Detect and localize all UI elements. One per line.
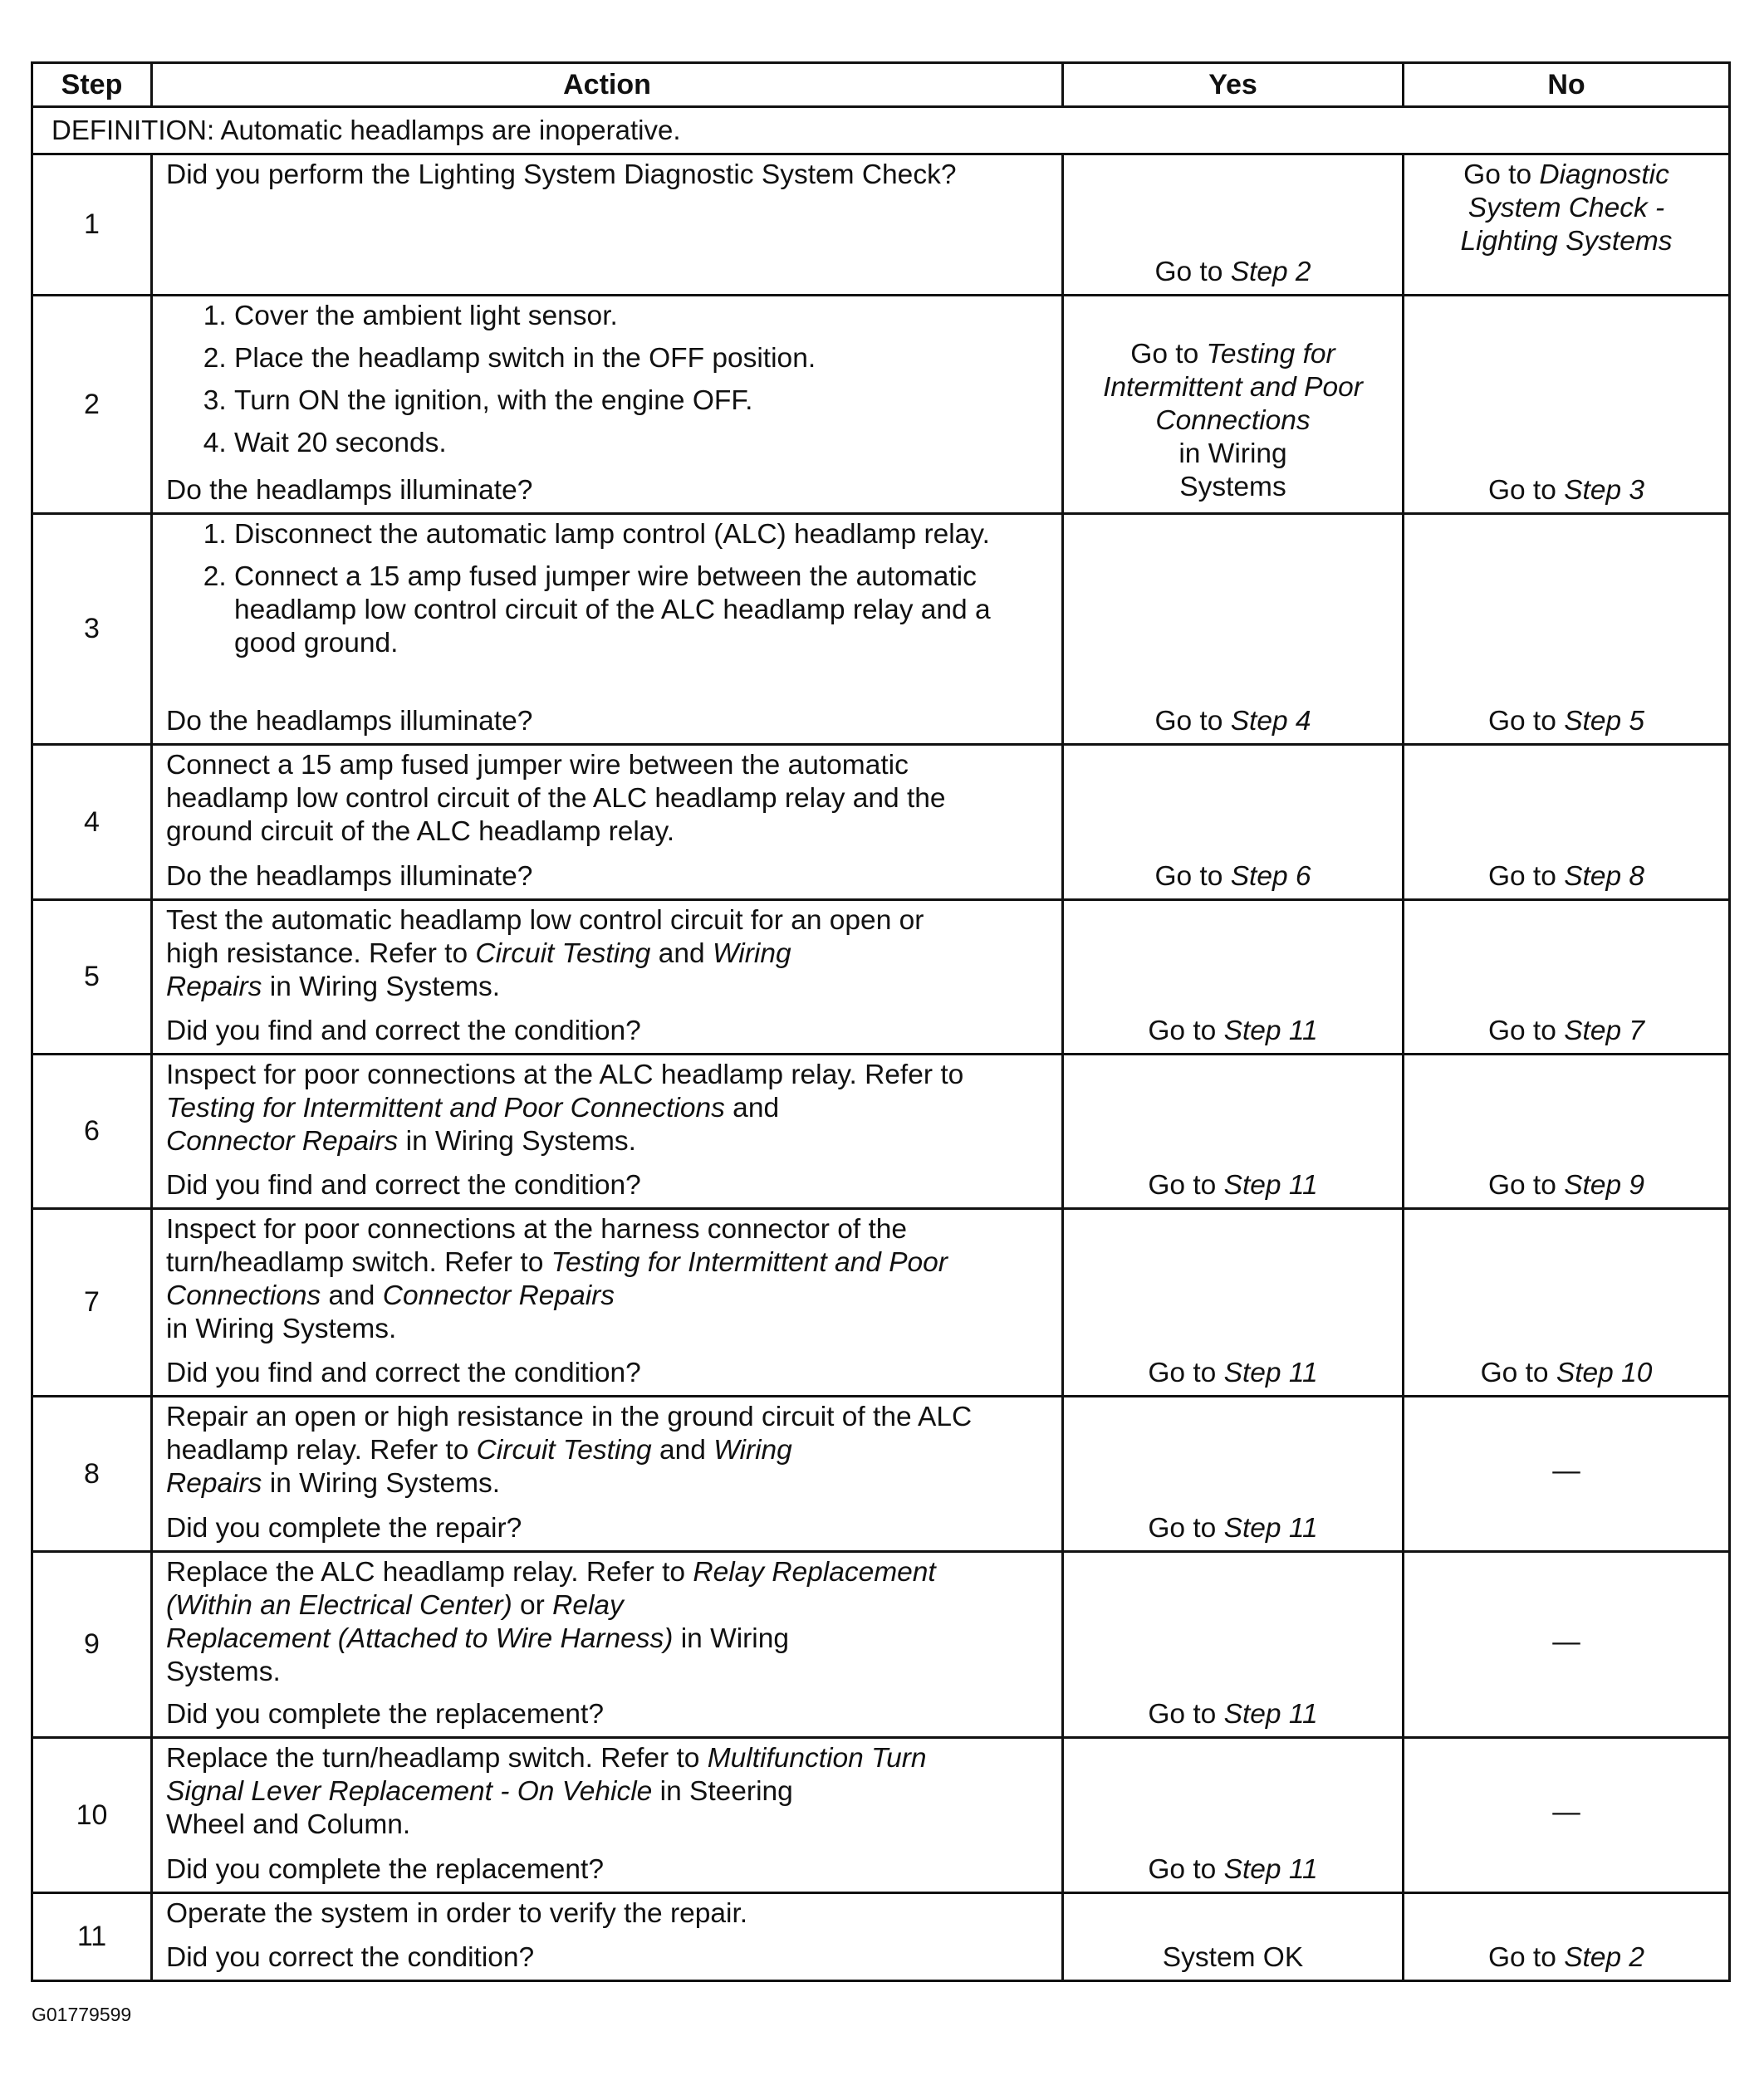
no-result	[1404, 1209, 1730, 1397]
yes-result	[1063, 296, 1404, 514]
yes-result-line	[1069, 860, 1397, 893]
action-instruction-line	[166, 1280, 1055, 1313]
yes-result	[1063, 1397, 1404, 1552]
yes-result-text: Go to	[1148, 1854, 1224, 1885]
action-cell	[152, 1209, 1063, 1397]
no-result-line	[1409, 1796, 1723, 1829]
no-result	[1404, 900, 1730, 1055]
action-content	[166, 300, 1055, 507]
yes-result-text: Go to	[1130, 339, 1207, 370]
yes-result	[1063, 1552, 1404, 1738]
yes-result-line	[1069, 256, 1397, 289]
yes-result-text: Go to	[1148, 1513, 1224, 1544]
action-instructions	[166, 1742, 1055, 1842]
action-instruction-line	[166, 1623, 1055, 1656]
action-instructions	[166, 300, 1055, 460]
no-result-text: Step 3	[1564, 475, 1645, 506]
no-result-text: Step 9	[1564, 1170, 1645, 1201]
yes-result-text: in Wiring	[1178, 438, 1287, 469]
step-number: 5	[32, 900, 152, 1055]
no-result-line	[1409, 474, 1723, 507]
action-list-item: 2. Connect a 15 amp fused jumper wire between the automatic headlamp low control circuit of the ALC headlamp relay and a good ground.	[234, 560, 1055, 660]
table-row	[32, 900, 1730, 1055]
no-result-text: System Check -	[1468, 193, 1665, 223]
action-instruction-line	[166, 1775, 1055, 1809]
action-instruction-text: and	[651, 1435, 714, 1466]
action-instruction-text: headlamp relay. Refer to	[166, 1435, 477, 1466]
action-instruction-text: or	[512, 1590, 553, 1621]
figure-id: G01779599	[32, 2004, 132, 2025]
no-result-text: —	[1552, 1626, 1580, 1657]
action-step-list	[166, 518, 1055, 660]
action-instruction-text: Wiring	[713, 1435, 792, 1466]
yes-result-text: Step 4	[1230, 706, 1311, 737]
table-row	[32, 154, 1730, 296]
action-question: Do the headlamps illuminate?	[166, 706, 533, 737]
no-result-line	[1409, 1357, 1723, 1390]
yes-result-line	[1069, 1853, 1397, 1887]
action-instruction-text: Relay Replacement	[693, 1557, 936, 1588]
action-instruction-line	[166, 1434, 1055, 1467]
action-content	[166, 159, 1055, 289]
action-instruction-text: ground circuit of the ALC headlamp relay.	[166, 816, 675, 847]
action-instruction-text: Testing for Intermittent and Poor Connections	[166, 1093, 725, 1123]
no-result-line	[1409, 1626, 1723, 1659]
yes-result	[1063, 745, 1404, 900]
action-instruction-line	[166, 1213, 1055, 1246]
no-result	[1404, 1397, 1730, 1552]
action-instructions	[166, 1213, 1055, 1346]
action-content	[166, 1742, 1055, 1887]
action-instructions	[166, 518, 1055, 660]
no-result-text: —	[1552, 1797, 1580, 1828]
action-instruction-text: Repairs	[166, 972, 262, 1002]
diagnostic-table	[31, 61, 1731, 1982]
action-instruction-text: Replacement (Attached to Wire Harness)	[166, 1623, 674, 1654]
action-instructions	[166, 1059, 1055, 1158]
action-instruction-text: Did you perform the Lighting System Diagnostic System Check?	[166, 159, 957, 190]
action-question: Do the headlamps illuminate?	[166, 475, 533, 506]
no-result-line	[1409, 860, 1723, 893]
no-result-text: Step 2	[1564, 1942, 1645, 1973]
action-instruction-text: Repair an open or high resistance in the ground circuit of the ALC	[166, 1402, 973, 1432]
action-question: Did you correct the condition?	[166, 1942, 535, 1973]
action-instructions	[166, 159, 1055, 192]
yes-result-text: Go to	[1148, 1170, 1224, 1201]
action-instruction-text: (Within an Electrical Center)	[166, 1590, 512, 1621]
action-instruction-text: Relay	[552, 1590, 624, 1621]
action-instruction-text: in Wiring Systems.	[398, 1126, 636, 1157]
action-instruction-text: and	[650, 938, 713, 969]
yes-result-text: Go to	[1154, 861, 1231, 892]
table-row	[32, 296, 1730, 514]
action-instruction-text: Testing for Intermittent and Poor	[551, 1247, 948, 1278]
action-instruction-line	[166, 1125, 1055, 1158]
action-instruction-text: Connections	[166, 1280, 321, 1311]
action-instruction-text: Circuit Testing	[476, 1435, 652, 1466]
action-step-list	[166, 300, 1055, 460]
no-result-text: Go to	[1487, 1016, 1565, 1046]
no-result-text: Lighting Systems	[1460, 226, 1673, 257]
yes-result	[1063, 1209, 1404, 1397]
action-instruction-text: Operate the system in order to verify the repair.	[166, 1898, 748, 1929]
yes-result-text: Step 2	[1230, 257, 1311, 287]
no-result-line	[1409, 1015, 1723, 1048]
no-result-text: Go to	[1480, 1358, 1556, 1388]
no-result-text: Go to	[1463, 159, 1540, 190]
no-result-text: Step 5	[1564, 706, 1645, 737]
no-result-text: —	[1552, 1456, 1580, 1486]
action-instruction-line	[166, 904, 1055, 937]
action-content	[166, 749, 1055, 893]
action-instruction-text: and	[724, 1093, 780, 1123]
yes-result-text: Go to	[1148, 1358, 1224, 1388]
yes-result-text: Step 6	[1230, 861, 1311, 892]
no-result-line	[1409, 225, 1723, 258]
no-result-text: Step 10	[1556, 1358, 1653, 1388]
table-row	[32, 1738, 1730, 1893]
action-instructions	[166, 904, 1055, 1004]
table-row	[32, 1552, 1730, 1738]
action-question: Did you complete the repair?	[166, 1513, 522, 1544]
step-number: 6	[32, 1055, 152, 1209]
action-question: Did you find and correct the condition?	[166, 1170, 641, 1201]
yes-result-text: Step 11	[1223, 1016, 1318, 1046]
yes-result-text: Go to	[1148, 1699, 1224, 1730]
action-instruction-text: Replace the ALC headlamp relay. Refer to	[166, 1557, 693, 1588]
action-instruction-text: Repairs	[166, 1468, 262, 1499]
yes-result	[1063, 1738, 1404, 1893]
no-result-text: Go to	[1487, 861, 1565, 892]
step-number: 10	[32, 1738, 152, 1893]
yes-result	[1063, 1893, 1404, 1981]
action-instruction-line	[166, 815, 1055, 849]
yes-result-text: System OK	[1162, 1942, 1304, 1973]
no-result	[1404, 1738, 1730, 1893]
action-instruction-text: Wiring	[712, 938, 791, 969]
action-instruction-text: Wheel and Column.	[166, 1809, 411, 1840]
action-instruction-line	[166, 1897, 1055, 1931]
yes-result-text: Systems	[1179, 472, 1286, 502]
action-instruction-line	[166, 1556, 1055, 1589]
action-cell	[152, 1552, 1063, 1738]
step-number: 1	[32, 154, 152, 296]
action-instruction-line	[166, 1742, 1055, 1775]
yes-result-line	[1069, 471, 1397, 504]
no-result-text: Go to	[1487, 1942, 1565, 1973]
yes-result-line	[1069, 404, 1397, 438]
action-instruction-line	[166, 1589, 1055, 1623]
no-result-text: Diagnostic	[1539, 159, 1669, 190]
action-instruction-text: Inspect for poor connections at the harness connector of the	[166, 1214, 908, 1245]
action-instruction-line	[166, 1401, 1055, 1434]
header-action: Action	[152, 63, 1063, 107]
action-question: Did you find and correct the condition?	[166, 1016, 641, 1046]
header-yes: Yes	[1063, 63, 1404, 107]
yes-result-text: Step 11	[1223, 1170, 1318, 1201]
action-question: Do the headlamps illuminate?	[166, 861, 533, 892]
action-cell	[152, 1055, 1063, 1209]
action-instruction-text: headlamp low control circuit of the ALC headlamp relay and the	[166, 783, 946, 814]
action-list-item: 1. Cover the ambient light sensor.	[234, 300, 1055, 333]
action-list-item: 3. Turn ON the ignition, with the engine OFF.	[234, 384, 1055, 418]
action-instruction-text: Connect a 15 amp fused jumper wire between the automatic	[166, 750, 909, 781]
action-list-item: 2. Place the headlamp switch in the OFF position.	[234, 342, 1055, 375]
action-instruction-line	[166, 937, 1055, 971]
definition-text: DEFINITION: Automatic headlamps are inoperative.	[32, 107, 1730, 154]
no-result-text: Go to	[1487, 475, 1565, 506]
action-instruction-text: in Wiring Systems.	[166, 1314, 397, 1344]
step-number: 11	[32, 1893, 152, 1981]
step-number: 7	[32, 1209, 152, 1397]
action-instruction-text: in Wiring	[673, 1623, 790, 1654]
step-number: 4	[32, 745, 152, 900]
action-cell	[152, 1893, 1063, 1981]
action-content	[166, 1059, 1055, 1202]
yes-result	[1063, 154, 1404, 296]
yes-result-text: Testing for	[1206, 339, 1335, 370]
table-row	[32, 514, 1730, 745]
action-cell	[152, 1738, 1063, 1893]
no-result-text: Step 7	[1564, 1016, 1645, 1046]
action-instruction-line	[166, 1809, 1055, 1842]
action-instruction-text: in Wiring Systems.	[262, 1468, 501, 1499]
no-result-line	[1409, 705, 1723, 738]
action-instruction-text: and	[321, 1280, 383, 1311]
table-row	[32, 1055, 1730, 1209]
header-no: No	[1404, 63, 1730, 107]
step-number: 8	[32, 1397, 152, 1552]
no-result	[1404, 154, 1730, 296]
action-instruction-line	[166, 1313, 1055, 1346]
action-instructions	[166, 1401, 1055, 1500]
header-step: Step	[32, 63, 152, 107]
action-instruction-text: high resistance. Refer to	[166, 938, 476, 969]
no-result	[1404, 514, 1730, 745]
yes-result-text: Step 11	[1223, 1513, 1318, 1544]
action-list-item: 4. Wait 20 seconds.	[234, 427, 1055, 460]
action-content	[166, 1897, 1055, 1975]
action-instructions	[166, 1897, 1055, 1931]
yes-result-text: Step 11	[1223, 1854, 1318, 1885]
action-instruction-text: Signal Lever Replacement - On Vehicle	[166, 1776, 653, 1807]
no-result	[1404, 1055, 1730, 1209]
action-instruction-text: Circuit Testing	[475, 938, 651, 969]
action-content	[166, 1213, 1055, 1390]
action-instruction-line	[166, 1656, 1055, 1689]
table-row	[32, 1397, 1730, 1552]
action-instruction-text: Systems.	[166, 1657, 281, 1687]
yes-result-line	[1069, 1512, 1397, 1545]
action-instructions	[166, 749, 1055, 849]
action-instruction-line	[166, 159, 1055, 192]
yes-result-line	[1069, 371, 1397, 404]
action-instruction-line	[166, 1059, 1055, 1092]
header-row	[32, 63, 1730, 107]
yes-result-text: Step 11	[1223, 1358, 1318, 1388]
action-cell	[152, 154, 1063, 296]
no-result-line	[1409, 1169, 1723, 1202]
action-instruction-line	[166, 1467, 1055, 1500]
no-result-line	[1409, 159, 1723, 192]
action-cell	[152, 900, 1063, 1055]
yes-result	[1063, 1055, 1404, 1209]
table-row	[32, 745, 1730, 900]
action-cell	[152, 745, 1063, 900]
yes-result-line	[1069, 1941, 1397, 1975]
yes-result-line	[1069, 438, 1397, 471]
action-instruction-text: Replace the turn/headlamp switch. Refer to	[166, 1743, 708, 1774]
yes-result-text: Go to	[1154, 257, 1231, 287]
yes-result-text: Go to	[1154, 706, 1231, 737]
yes-result-line	[1069, 705, 1397, 738]
action-instruction-line	[166, 971, 1055, 1004]
yes-result-text: Intermittent and Poor	[1103, 372, 1363, 403]
action-instruction-text: in Wiring Systems.	[262, 972, 501, 1002]
no-result	[1404, 1552, 1730, 1738]
action-content	[166, 518, 1055, 738]
action-instruction-text: Inspect for poor connections at the ALC headlamp relay. Refer to	[166, 1060, 964, 1090]
no-result-text: Go to	[1487, 1170, 1565, 1201]
action-question: Did you complete the replacement?	[166, 1699, 604, 1730]
action-instruction-line	[166, 1092, 1055, 1125]
action-instruction-text: Connector Repairs	[166, 1126, 399, 1157]
table-row	[32, 1209, 1730, 1397]
action-list-item: 1. Disconnect the automatic lamp control (ALC) headlamp relay.	[234, 518, 1055, 551]
yes-result-text: Step 11	[1223, 1699, 1318, 1730]
yes-result	[1063, 514, 1404, 745]
yes-result-text: Connections	[1155, 405, 1311, 436]
action-content	[166, 904, 1055, 1048]
action-instruction-line	[166, 749, 1055, 782]
action-cell	[152, 514, 1063, 745]
yes-result-line	[1069, 1169, 1397, 1202]
yes-result	[1063, 900, 1404, 1055]
yes-result-line	[1069, 1015, 1397, 1048]
definition-row	[32, 107, 1730, 154]
action-instruction-text: Test the automatic headlamp low control circuit for an open or	[166, 905, 924, 936]
action-instruction-line	[166, 1246, 1055, 1280]
action-instructions	[166, 1556, 1055, 1689]
action-cell	[152, 296, 1063, 514]
step-number: 2	[32, 296, 152, 514]
yes-result-line	[1069, 338, 1397, 371]
action-question: Did you complete the replacement?	[166, 1854, 604, 1885]
no-result-line	[1409, 1941, 1723, 1975]
step-number: 9	[32, 1552, 152, 1738]
action-instruction-text: in Steering	[652, 1776, 793, 1807]
action-instruction-text: Multifunction Turn	[707, 1743, 927, 1774]
action-instruction-line	[166, 782, 1055, 815]
no-result	[1404, 745, 1730, 900]
action-cell	[152, 1397, 1063, 1552]
no-result-line	[1409, 1455, 1723, 1488]
step-number: 3	[32, 514, 152, 745]
yes-result-line	[1069, 1698, 1397, 1731]
action-content	[166, 1556, 1055, 1731]
table-row	[32, 1893, 1730, 1981]
no-result-text: Step 8	[1564, 861, 1645, 892]
action-instruction-text: Connector Repairs	[382, 1280, 615, 1311]
action-question: Did you find and correct the condition?	[166, 1358, 641, 1388]
action-content	[166, 1401, 1055, 1545]
no-result-text: Go to	[1487, 706, 1565, 737]
no-result-line	[1409, 192, 1723, 225]
no-result	[1404, 296, 1730, 514]
yes-result-line	[1069, 1357, 1397, 1390]
no-result	[1404, 1893, 1730, 1981]
yes-result-text: Go to	[1148, 1016, 1224, 1046]
action-instruction-text: turn/headlamp switch. Refer to	[166, 1247, 551, 1278]
table-body	[32, 107, 1730, 1981]
